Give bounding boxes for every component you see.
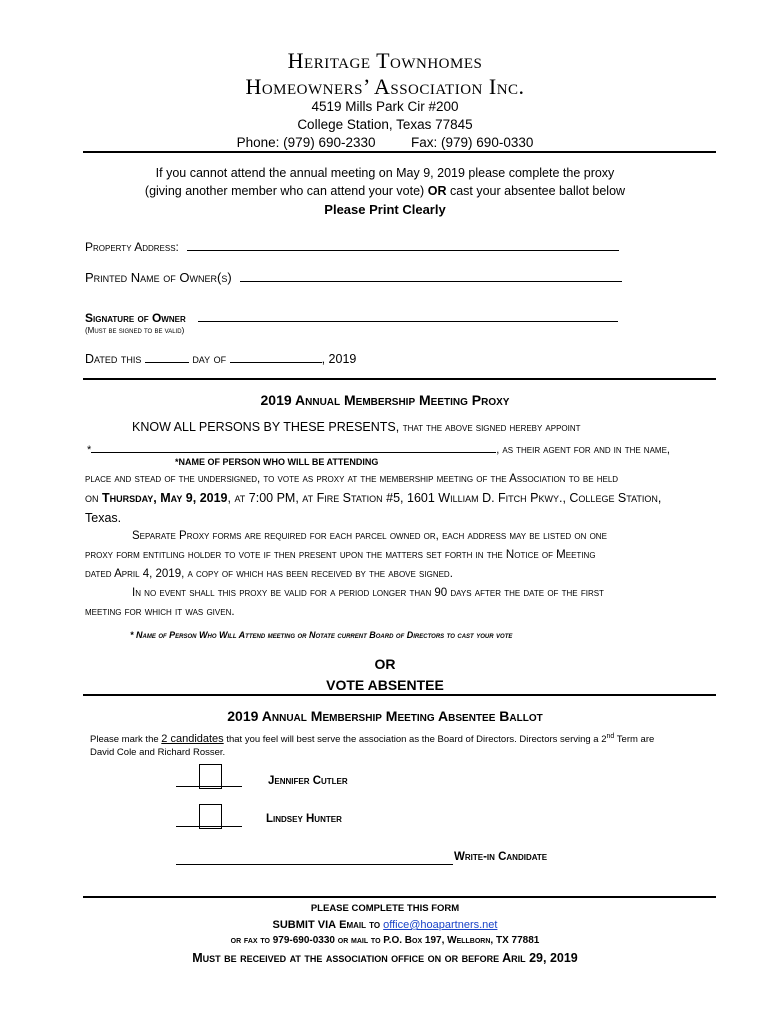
proxy-para1-line3: Texas. bbox=[85, 511, 122, 525]
day-field[interactable] bbox=[145, 350, 189, 363]
two-candidates-text: 2 candidates bbox=[161, 733, 224, 746]
know-all-rest: that the above signed hereby appoint bbox=[402, 422, 581, 434]
intro-or: OR bbox=[427, 184, 447, 198]
intro-line1: If you cannot attend the annual meeting on May 9, 2019 please complete the proxy bbox=[155, 166, 615, 180]
agent-row bbox=[87, 440, 670, 456]
ballot-instr-middle: that you feel will best serve the association as the Board of Directors. Directors serving a 2 bbox=[226, 734, 607, 746]
proxy-footnote: * Name of Person Who Will Attend meeting or Notate current Board of Directors to cast your vote bbox=[130, 630, 513, 640]
property-address-field[interactable] bbox=[187, 238, 619, 251]
day-of-label: day of bbox=[192, 352, 227, 366]
meeting-date: Thursday, May 9, 2019 bbox=[101, 491, 228, 505]
ballot-instr-end: Term are bbox=[616, 734, 655, 746]
signature-note: (Must be signed to be valid) bbox=[85, 326, 185, 335]
ballot-instructions bbox=[90, 733, 654, 745]
agent-text: , as their agent for and in the name, bbox=[496, 444, 670, 456]
proxy-para2-line3: dated April 4, 2019, a copy of which has been received by the above signed. bbox=[85, 568, 453, 580]
proxy-para2-line2: proxy form entitling holder to vote if then present upon the matters set forth in the Notice of Meeting bbox=[85, 549, 596, 561]
agent-name-field[interactable] bbox=[91, 440, 496, 453]
intro-line2 bbox=[0, 184, 770, 198]
printed-name-field[interactable] bbox=[240, 269, 622, 282]
dated-row bbox=[85, 350, 356, 366]
agent-asterisk: * bbox=[87, 444, 92, 456]
ballot-heading: 2019 Annual Membership Meeting Absentee Ballot bbox=[227, 708, 543, 724]
footer-divider bbox=[83, 896, 716, 898]
year-label: , 2019 bbox=[321, 352, 357, 366]
fields-divider bbox=[83, 378, 716, 380]
header-divider bbox=[83, 151, 716, 153]
know-all-text: KNOW ALL PERSONS BY THESE PRESENTS, bbox=[132, 420, 400, 434]
vote-absentee-heading: VOTE ABSENTEE bbox=[326, 677, 444, 693]
write-in-field[interactable] bbox=[176, 864, 453, 865]
absentee-divider bbox=[83, 694, 716, 696]
month-field[interactable] bbox=[230, 350, 322, 363]
meeting-location: , at 7:00 PM, at Fire Station #5, 1601 William D. Fitch Pkwy., College Station, bbox=[227, 491, 662, 505]
intro-line2-text: (giving another member who can attend your vote) bbox=[144, 184, 425, 198]
association-name-line2: Homeowners’ Association Inc. bbox=[245, 74, 525, 99]
proxy-para2-line1: Separate Proxy forms are required for each parcel owned or, each address may be listed on one bbox=[132, 530, 607, 542]
proxy-para3-line1: In no event shall this proxy be valid for a period longer than 90 days after the date of the first bbox=[132, 587, 604, 599]
footer-deadline: Must be received at the association office on or before Aril 29, 2019 bbox=[192, 951, 578, 965]
signature-label: Signature of Owner bbox=[85, 311, 186, 325]
footer-email-label: Email to bbox=[339, 919, 381, 931]
ballot-instr-sup: nd bbox=[606, 733, 615, 740]
association-name-line1: Heritage Townhomes bbox=[287, 48, 483, 73]
proxy-para3-line2: meeting for which it was given. bbox=[85, 606, 235, 618]
dated-this-label: Dated this bbox=[85, 352, 142, 366]
candidate-2-name: Lindsey Hunter bbox=[266, 813, 342, 825]
property-address-label: Property Address: bbox=[85, 240, 179, 254]
proxy-para1-line1: place and stead of the undersigned, to vote as proxy at the membership meeting of the Association to be held bbox=[85, 473, 619, 485]
ballot-instructions-line2: David Cole and Richard Rosser. bbox=[90, 747, 226, 758]
agent-name-note: *NAME OF PERSON WHO WILL BE ATTENDING bbox=[175, 457, 379, 467]
address-line1: 4519 Mills Park Cir #200 bbox=[311, 99, 459, 114]
email-link[interactable]: office@hoapartners.net bbox=[383, 919, 498, 931]
footer-submit-label: SUBMIT VIA bbox=[272, 919, 337, 931]
or-divider: OR bbox=[374, 656, 396, 672]
footer-complete: PLEASE COMPLETE THIS FORM bbox=[310, 903, 460, 914]
ballot-instr-text: Please mark the bbox=[90, 734, 159, 746]
footer-submit bbox=[0, 919, 770, 931]
footer-fax-mail: or fax to 979-690-0330 or mail to P.O. Box 197, Wellborn, TX 77881 bbox=[230, 935, 540, 946]
candidate-1-name: Jennifer Cutler bbox=[268, 775, 348, 787]
printed-name-label: Printed Name of Owner(s) bbox=[85, 270, 232, 285]
printed-name-row bbox=[85, 269, 622, 287]
candidate-2-checkbox[interactable] bbox=[199, 804, 222, 829]
proxy-heading: 2019 Annual Membership Meeting Proxy bbox=[260, 392, 510, 408]
proxy-on: on bbox=[85, 491, 99, 505]
fax-number: Fax: (979) 690-0330 bbox=[411, 135, 534, 150]
proxy-para1-line2 bbox=[85, 491, 661, 505]
signature-row bbox=[85, 309, 618, 327]
property-address-row bbox=[85, 238, 619, 256]
candidate-1-checkbox[interactable] bbox=[199, 764, 222, 789]
signature-field[interactable] bbox=[198, 309, 618, 322]
address-line2: College Station, Texas 77845 bbox=[297, 117, 473, 132]
intro-line2-rest: cast your absentee ballot below bbox=[449, 184, 626, 198]
print-clearly-note: Please Print Clearly bbox=[324, 202, 446, 217]
know-all-line bbox=[132, 420, 581, 434]
phone-number: Phone: (979) 690-2330 bbox=[236, 135, 376, 150]
write-in-label: Write-in Candidate bbox=[454, 851, 548, 863]
contact-line bbox=[0, 134, 770, 151]
